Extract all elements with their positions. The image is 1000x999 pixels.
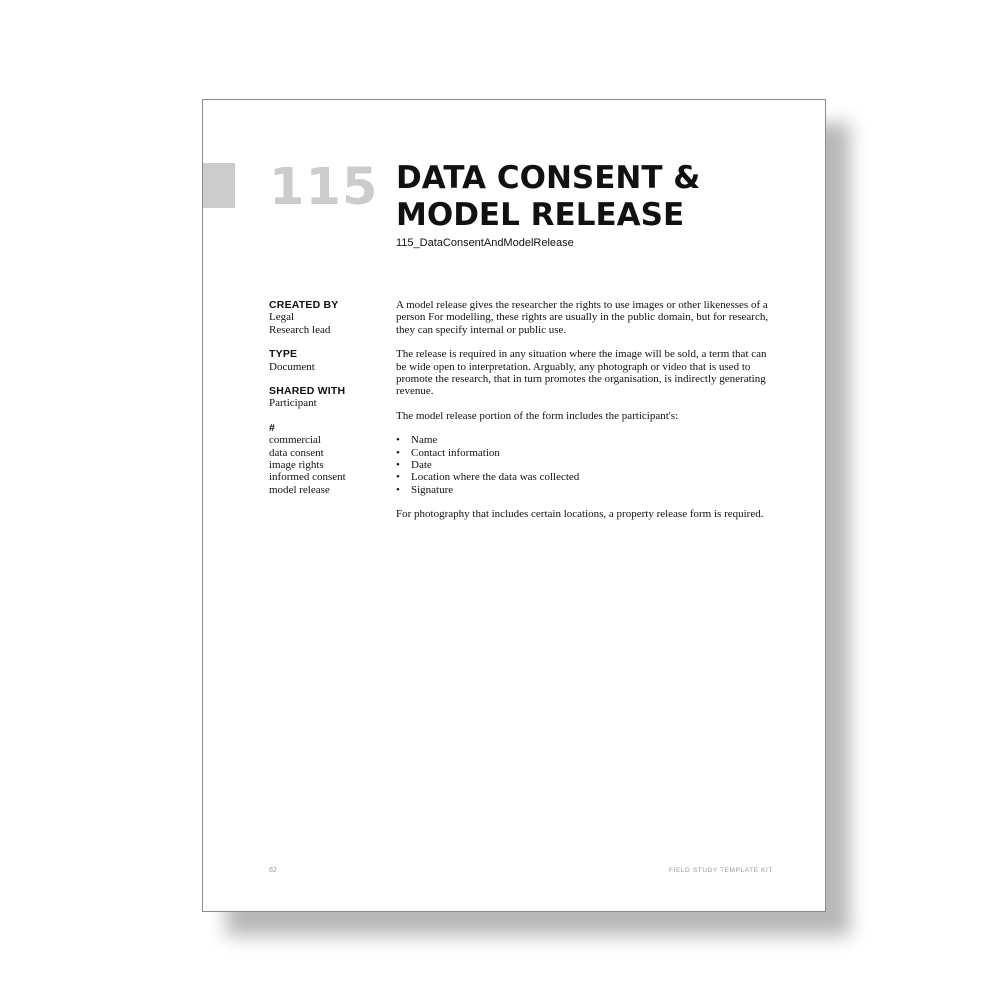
list-item: • Contact information xyxy=(396,447,774,459)
created-by-value: Legal xyxy=(269,311,295,324)
tags-group xyxy=(269,422,379,496)
document-body xyxy=(396,299,774,533)
tags-label: # xyxy=(269,421,276,434)
page-number: 62 xyxy=(269,867,277,874)
shared-with-label: SHARED WITH xyxy=(269,385,346,398)
body-paragraph: For photography that includes certain locations, a property release form is required. xyxy=(396,508,764,521)
list-item: • Date xyxy=(396,459,774,471)
document-title xyxy=(396,160,756,234)
tag-item: image rights xyxy=(269,459,324,472)
type-label: TYPE xyxy=(269,348,298,361)
list-item: • Name xyxy=(396,434,774,446)
tag-item: commercial xyxy=(269,434,321,447)
created-by-label: CREATED BY xyxy=(269,299,339,311)
body-paragraph: A model release gives the researcher the rights to use images or other likenesses of a person For modelling, these rights are usually in the public domain, but for research, they can specify internal or public use. xyxy=(396,299,769,336)
metadata-sidebar xyxy=(269,299,379,508)
section-tab-marker xyxy=(203,163,235,208)
list-item: • Location where the data was collected xyxy=(396,471,774,483)
document-number: 115 xyxy=(269,158,379,217)
type-group xyxy=(269,348,379,373)
body-paragraph: The model release portion of the form includes the participant's: xyxy=(396,409,679,422)
tag-item: model release xyxy=(269,483,330,496)
shared-with-group xyxy=(269,385,379,410)
created-by-value: Research lead xyxy=(269,323,331,336)
document-title-line-1: DATA CONSENT & xyxy=(396,160,701,196)
list-item: • Signature xyxy=(396,484,774,496)
kit-name: FIELD STUDY TEMPLATE KIT xyxy=(669,867,773,874)
type-value: Document xyxy=(269,360,315,373)
document-page xyxy=(202,99,826,912)
body-paragraph: The release is required in any situation where the image will be sold, a term that can be wide open to interpretation. Arguably, any photograph or video that is used to promote the research, that in turn promotes the organisation, is indirectly generating revenue. xyxy=(396,348,767,398)
document-title-line-2: MODEL RELEASE xyxy=(396,197,685,233)
participant-fields-list xyxy=(396,434,774,496)
tag-item: data consent xyxy=(269,446,324,459)
created-by-group xyxy=(269,299,379,336)
document-filename: 115_DataConsentAndModelRelease xyxy=(396,237,574,249)
shared-with-value: Participant xyxy=(269,397,317,410)
tag-item: informed consent xyxy=(269,471,346,484)
